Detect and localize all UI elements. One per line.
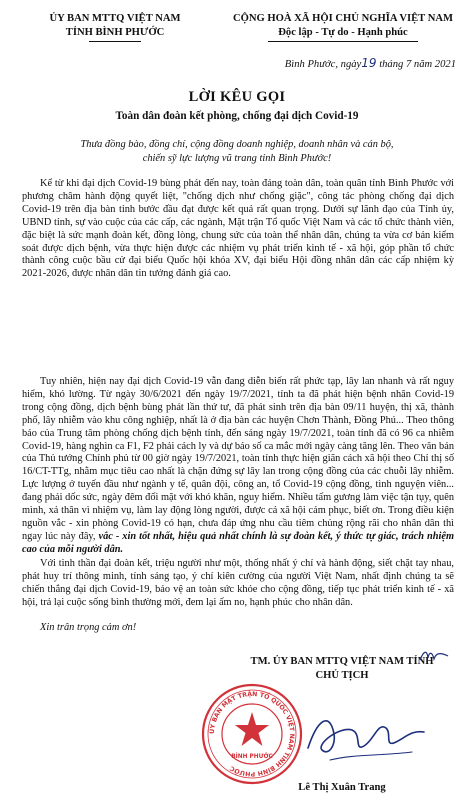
document-title: LỜI KÊU GỌI <box>188 89 286 105</box>
signatory-name: Lê Thị Xuân Trang <box>298 782 386 793</box>
handwritten-initial-mark <box>418 648 450 664</box>
salutation-line-1: Thưa đồng bào, đồng chí, cộng đồng doanh nghiệp, doanh nhân và cán bộ, <box>80 139 394 150</box>
salutation-line-2: chiến sỹ lực lượng vũ trang tỉnh Bình Phước! <box>142 152 332 164</box>
date-day-handwritten: 19 <box>361 56 377 70</box>
agency-name: ỦY BAN MTTQ VIỆT NAM <box>49 13 181 24</box>
official-seal <box>200 682 304 786</box>
national-motto-header <box>218 12 468 42</box>
paragraph-2-text: Tuy nhiên, hiện nay đại dịch Covid-19 vẫn đang diễn biến rất phức tạp, lây lan nhanh và rất nguy hiểm, khó lường. Từ ngày 30/6/2021 đến ngày 19/7/2021, tỉnh ta đã phát hiện bệnh nhân Covid-19 trong cộng đồng, dịch bệnh bùng phát lần thứ tư, đã phát sinh trên địa bàn 09/11 huyện, thị xã, thành phố, lây nhiễm vào khu công nghiệp, nhất là ở địa bàn các huyện Chơn Thành, Đồng Phú... Theo thông báo của Trung tâm phòng chống dịch bệnh tỉnh, đến sáng ngày 19/7/2021, toàn tỉnh đã có 96 ca nhiễm Covid-19, hàng nghìn ca F1, F2 phải cách ly và dự báo số ca mắc mới ngày càng tăng lên. Theo văn bản của Thủ tướng Chính phủ từ 00 giờ ngày 19/7/2021, toàn tỉnh thực hiện giãn cách xã hội theo Chỉ thị số 16/CT-TTg, nhằm mục tiêu cao nhất là chặn đứng sự lây lan trong cộng đồng của các chuỗi lây nhiễm. Lực lượng ở tuyến đầu như ngành y tế, quân đội, công an, tổ Covid-19 cộng đồng, tình nguyện viên... đang phải dốc sức, ngày đêm đối mặt với khó khăn, nguy hiểm. Nhiều tấm gương làm việc tận tụy, quên mình, xả thân vì nhiệm vụ, làm lay động lòng người, được cả xã hội cảm phục, biết ơn. Trong điều kiện nguồn vắc - xin phòng Covid-19 có hạn, chưa đáp ứng nhu cầu tiêm chủng rộng rãi cho nhân dân thì ngay lúc này đây, <box>22 376 454 542</box>
closing-thanks: Xin trân trọng cảm ơn! <box>40 622 137 633</box>
country-name: CỘNG HOÀ XÃ HỘI CHỦ NGHĨA VIỆT NAM <box>232 13 454 24</box>
body-paragraph-1: Kể từ khi đại dịch Covid-19 bùng phát đến nay, toàn đảng toàn dân, toàn quân tỉnh Bình Phước với phương châm hành động quyết liệt, "chống dịch như chống giặc", công tác phòng chống đại dịch Covid-19 trên địa bàn tỉnh bước đầu đạt được kết quả rất quan trọng. Dưới sự lãnh đạo của Tỉnh ủy, UBND tỉnh, sự vào cuộc của các cấp, các ngành, Mặt trận Tổ quốc Việt Nam và các tổ chức thành viên, đặc biệt là sức mạnh đoàn kết, đồng lòng, chung sức của toàn thể nhân dân, chúng ta vừa cơ bản kiểm soát được dịch bệnh, vừa thực hiện được các nhiệm vụ phát triển kinh tế - xã hội, góp phần tổ chức thành công cuộc bầu cử đại biểu Quốc hội khóa XV, đại biểu Hội đồng nhân dân các cấp nhiệm kỳ 2021-2026, được nhân dân tin tưởng đánh giá cao. <box>22 178 454 280</box>
seal-center-text: BÌNH PHƯỚC <box>231 754 273 760</box>
document-subtitle: Toàn dân đoàn kết phòng, chống đại dịch Covid-19 <box>115 110 359 122</box>
national-motto: Độc lập - Tự do - Hạnh phúc <box>278 27 408 38</box>
body-paragraph-2 <box>22 376 454 557</box>
handwritten-signature <box>300 700 430 770</box>
issuing-agency-header <box>20 12 210 42</box>
document-date <box>240 56 456 70</box>
seal-ring-text: ỦY BAN MẶT TRẬN TỔ QUỐC VIỆT NAM TỈNH BÌNH PHƯỚC <box>208 690 296 778</box>
motto-underline <box>268 41 418 42</box>
signatory-position: CHỦ TỊCH <box>315 670 369 681</box>
date-prefix: Bình Phước, ngày <box>284 59 362 70</box>
header-underline <box>89 41 141 42</box>
agency-province: TỈNH BÌNH PHƯỚC <box>65 27 165 38</box>
salutation <box>22 138 452 165</box>
body-paragraph-3: Với tinh thần đại đoàn kết, triệu người như một, thống nhất ý chí và hành động, siết chặt tay nhau, phát huy trí thông minh, tính sáng tạo, ý chí kiên cường của người Việt Nam, nhất định chúng ta sẽ chiến thắng đại dịch Covid-19, bảo vệ an toàn sức khỏe cho cộng đồng, tiếp tục phát triển kinh tế - xã hội, trả lại cuộc sống bình thường mới, đem lại ấm no, hạnh phúc cho nhân dân. <box>22 558 454 608</box>
date-suffix: tháng 7 năm 2021 <box>379 59 456 70</box>
signatory-organization: TM. ỦY BAN MTTQ VIỆT NAM TỈNH <box>250 656 434 667</box>
paragraph-2-emphasis: vắc - xin tốt nhất, hiệu quả nhất chính là sự đoàn kết, ý thức tự giác, trách nhiệm cao của mỗi người dân. <box>22 530 454 555</box>
